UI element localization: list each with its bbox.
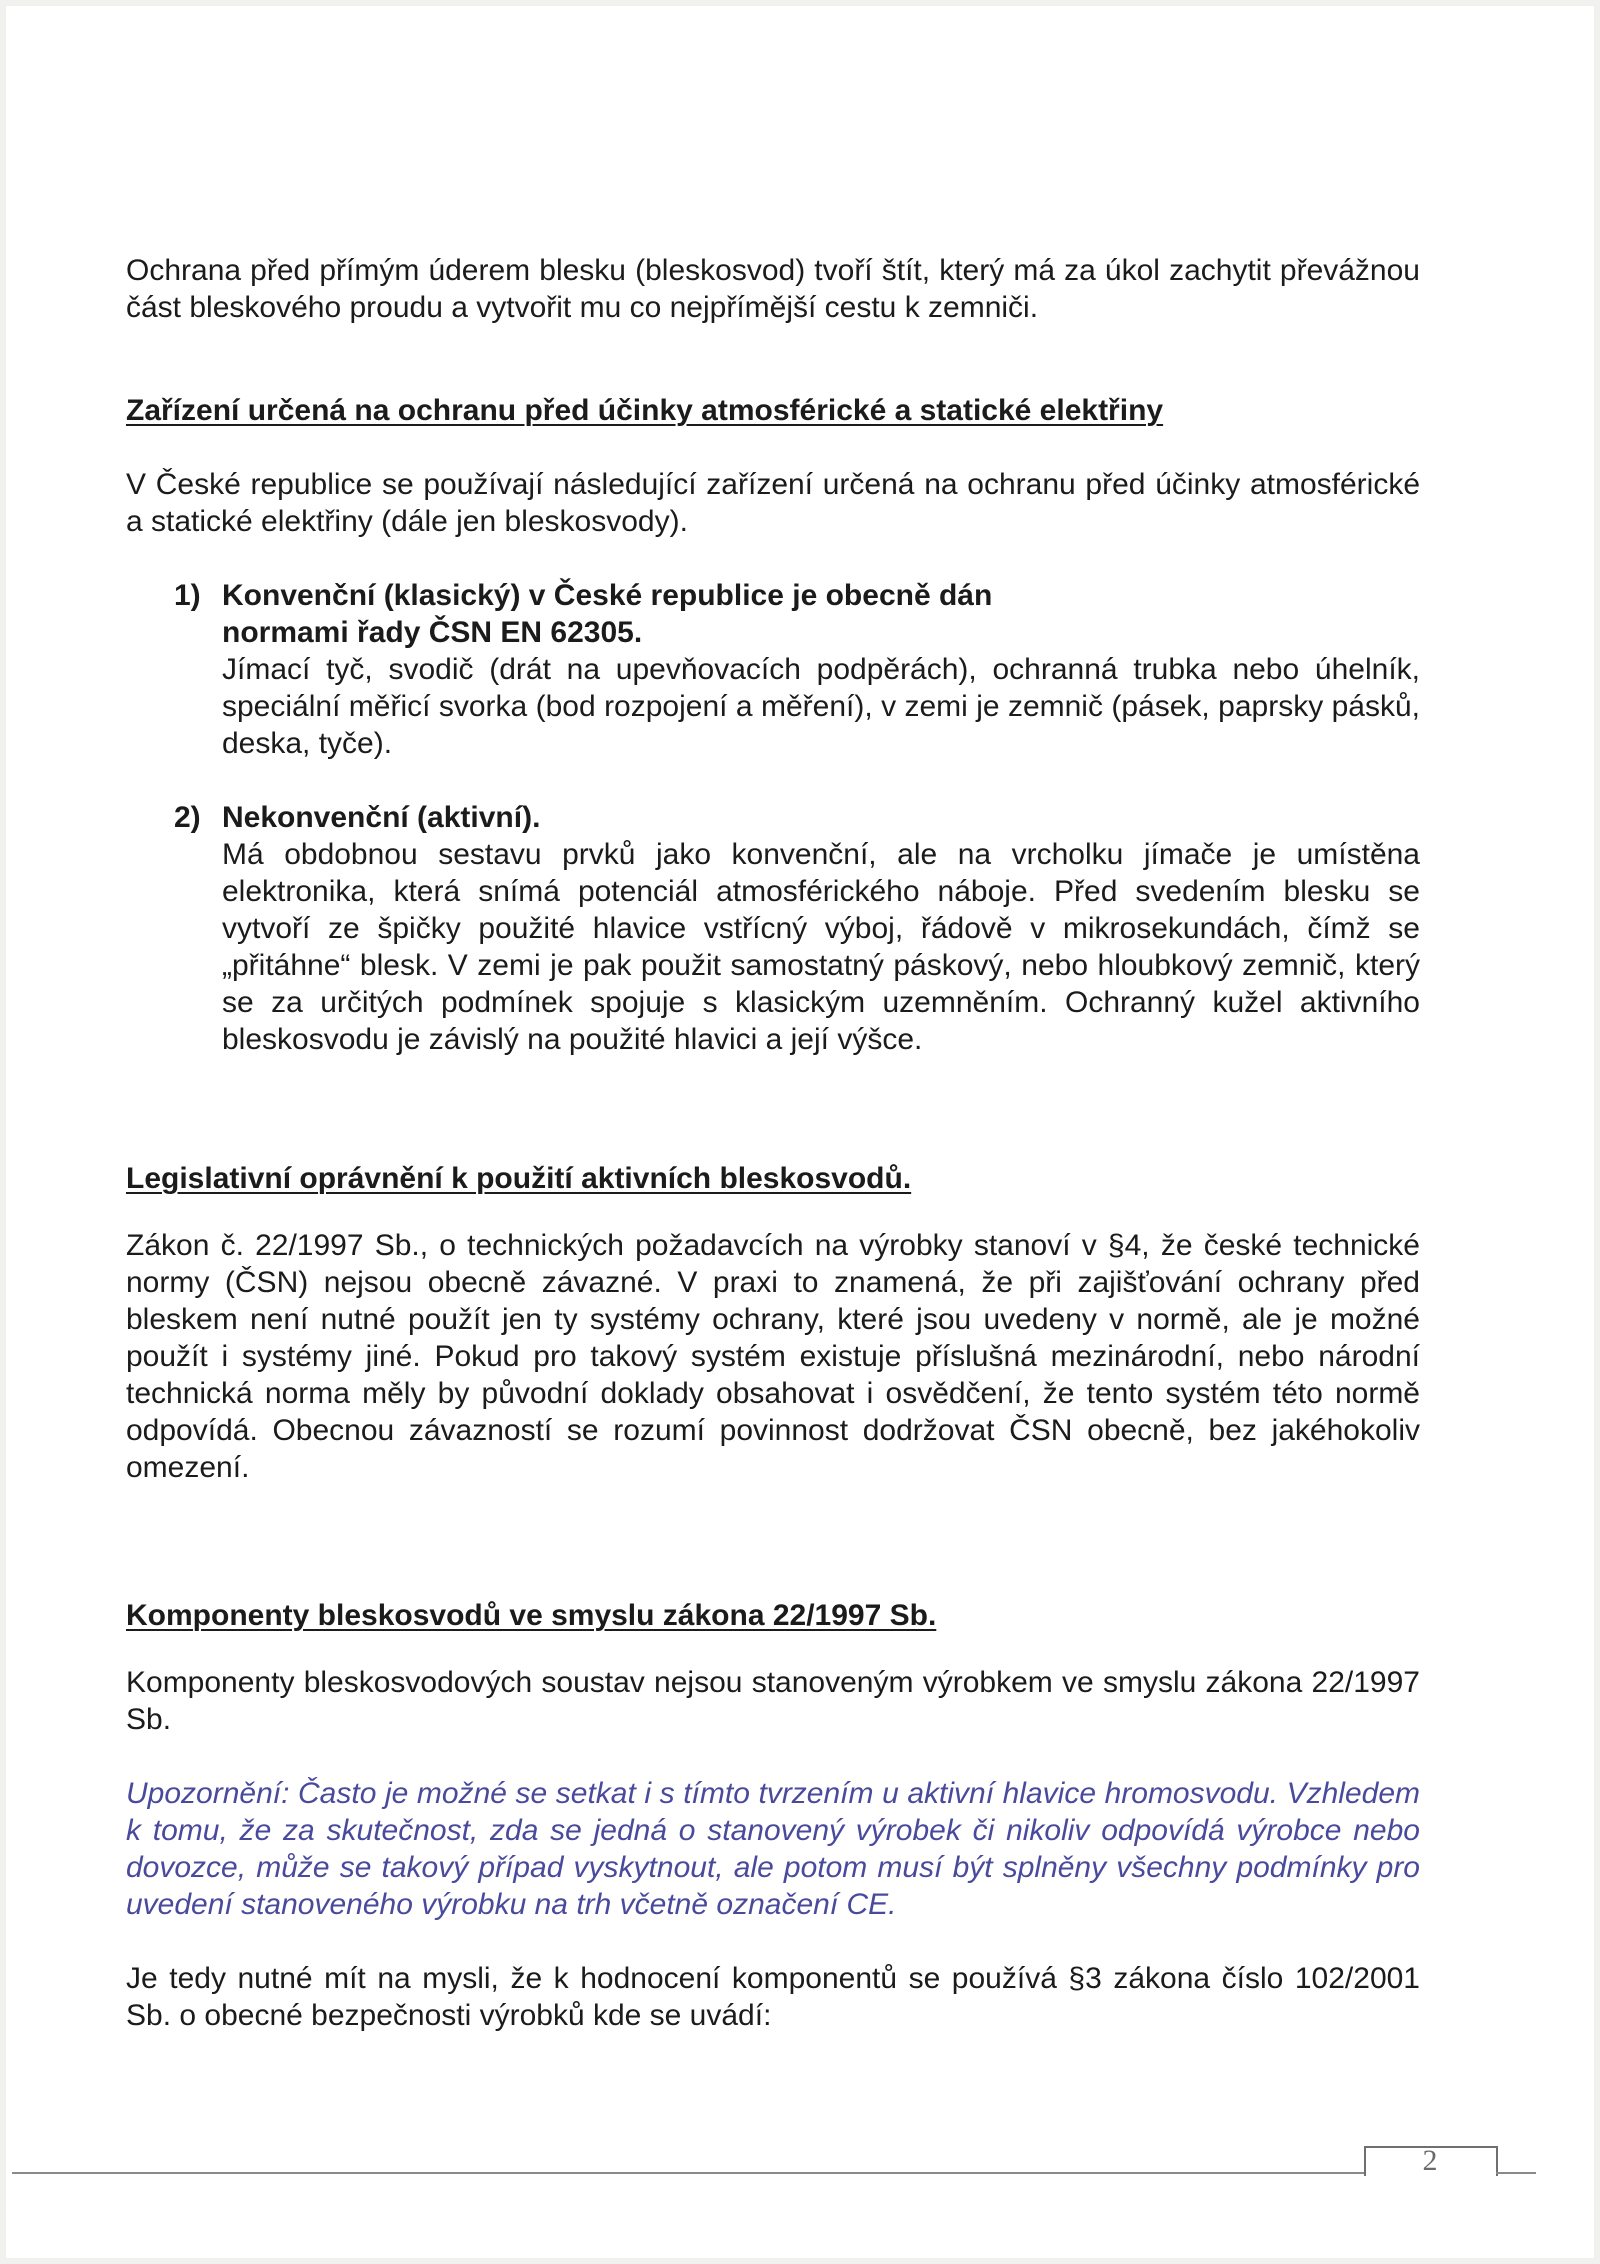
footer-rule [12, 2172, 1364, 2174]
closing-paragraph: Je tedy nutné mít na mysli, že k hodnocení komponentů se používá §3 zákona číslo 102/2001 Sb. o obecné bezpečnosti výrobků kde se uvádí: [126, 1962, 1420, 2032]
section-paragraph-devices: V České republice se používají následující zařízení určená na ochranu před účinky atmosférické a statické elektřiny (dále jen bleskosvody). [126, 468, 1420, 538]
warning-note: Upozornění: Často je možné se setkat i s tímto tvrzením u aktivní hlavice hromosvodu. Vzhledem k tomu, že za skutečnost, zda se jedná o stanovený výrobek či nikoliv odpovídá výrobce nebo dovozce, může se takový případ vyskytnout, ale potom musí být splněny všechny podmínky pro uvedení stanoveného výrobku na trh včetně označení CE. [126, 1777, 1420, 1921]
list-number: 1) [174, 579, 201, 612]
list-item-text: Jímací tyč, svodič (drát na upevňovacích podpěrách), ochranná trubka nebo úhelník, speciální měřicí svorka (bod rozpojení a měření), v zemi je zemnič (pásek, paprsky pásků, deska, tyče). [222, 653, 1420, 760]
list-item-title: Nekonvenční (aktivní). [222, 801, 541, 834]
section-heading-components: Komponenty bleskosvodů ve smyslu zákona 22/1997 Sb. [126, 1599, 937, 1632]
list-number: 2) [174, 801, 201, 834]
list-item-text: Má obdobnou sestavu prvků jako konvenční, ale na vrcholku jímače je umístěna elektronika, která snímá potenciál atmosférického náboje. Před svedením blesku se vytvoří ze špičky použité hlavice vstřícný výboj, řádově v mikrosekundách, čímž se „přitáhne“ blesk. V zemi je pak použit samostatný páskový, nebo hloubkový zemnič, který se za určitých podmínek spojuje s klasickým uzemněním. Ochranný kužel aktivního bleskosvodu je závislý na použité hlavici a její výšce. [222, 838, 1420, 1056]
intro-paragraph: Ochrana před přímým úderem blesku (bleskosvod) tvoří štít, který má za úkol zachytit převážnou část bleskového proudu a vytvořit mu co nejpřímější cestu k zemniči. [126, 254, 1420, 324]
section-paragraph-legislation: Zákon č. 22/1997 Sb., o technických požadavcích na výrobky stanoví v §4, že české technické normy (ČSN) nejsou obecně závazné. V praxi to znamená, že při zajišťování ochrany před bleskem není nutné použít jen ty systémy ochrany, které jsou uvedeny v normě, ale je možné použít i systémy jiné. Pokud pro takový systém existuje příslušná mezinárodní, nebo národní technická norma měly by původní doklady obsahovat i osvědčení, že tento systém této normě odpovídá. Obecnou závazností se rozumí povinnost dodržovat ČSN obecně, bez jakéhokoliv omezení. [126, 1229, 1420, 1484]
section-heading-protection-devices: Zařízení určená na ochranu před účinky atmosférické a statické elektřiny [126, 394, 1164, 427]
document-body [126, 252, 1420, 2034]
list-item-title: Konvenční (klasický) v České republice je obecně dán normami řady ČSN EN 62305. [222, 579, 993, 649]
section-heading-legislation: Legislativní oprávnění k použití aktivních bleskosvodů. [126, 1162, 912, 1195]
page-number: 2 [1422, 2144, 1438, 2177]
footer-rule-tail [1496, 2172, 1536, 2174]
list-item-conventional [126, 577, 1420, 762]
list-item-nonconventional [126, 799, 1420, 1058]
section-paragraph-components: Komponenty bleskosvodových soustav nejsou stanoveným výrobkem ve smyslu zákona 22/1997 Sb. [126, 1666, 1420, 1736]
